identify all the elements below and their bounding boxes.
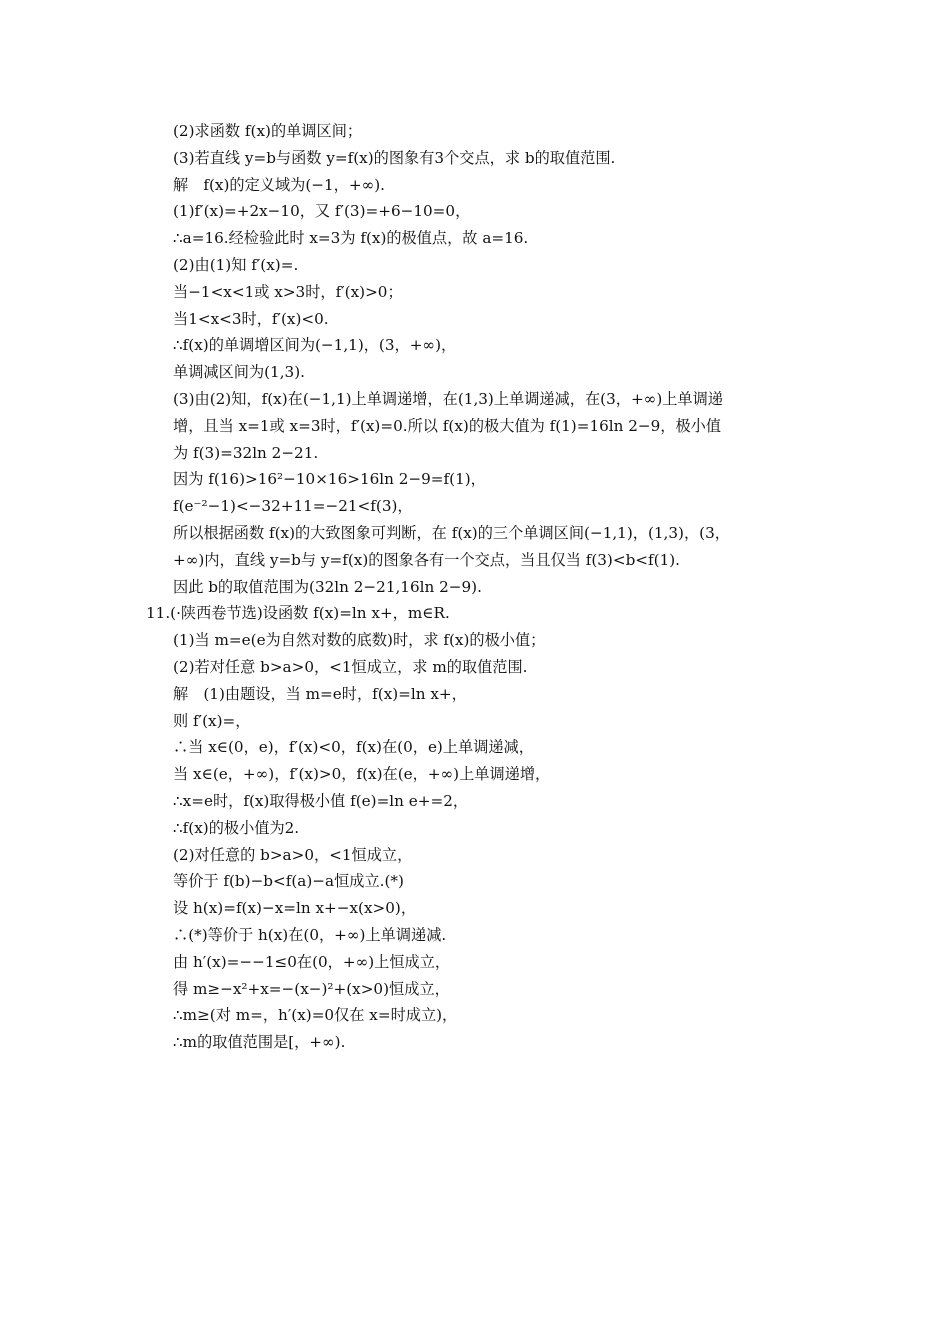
text-line: ∴当 x∈(0，e)，f′(x)<0，f(x)在(0，e)上单调递减， xyxy=(173,738,534,757)
text-line: 因此 b的取值范围为(32ln 2−21,16ln 2−9). xyxy=(173,577,482,596)
text-line: 为 f(3)=32ln 2−21. xyxy=(173,443,319,462)
text-line: f(e⁻²−1)<−32+11=−21<f(3)， xyxy=(173,497,413,516)
text-line: (1)当 m=e(e为自然对数的底数)时，求 f(x)的极小值； xyxy=(173,631,546,650)
text-line: 解 f(x)的定义域为(−1，+∞). xyxy=(173,175,385,194)
text-line: 所以根据函数 f(x)的大致图象可判断，在 f(x)的三个单调区间(−1,1)，(1,3)，(3， xyxy=(173,523,730,542)
text-line: ∴(*)等价于 h(x)在(0，+∞)上单调递减. xyxy=(173,925,447,944)
text-line: 设 h(x)=f(x)−x=ln x+−x(x>0)， xyxy=(173,899,417,918)
text-line: 增，且当 x=1或 x=3时，f′(x)=0.所以 f(x)的极大值为 f(1)=16ln 2−9，极小值 xyxy=(173,416,722,435)
text-line: (2)由(1)知 f′(x)=. xyxy=(173,255,299,274)
text-line: (3)若直线 y=b与函数 y=f(x)的图象有3个交点，求 b的取值范围. xyxy=(173,148,616,167)
text-line: 因为 f(16)>16²−10×16>16ln 2−9=f(1)， xyxy=(173,470,486,489)
text-line: 解 (1)由题设，当 m=e时，f(x)=ln x+， xyxy=(173,684,467,703)
text-line: ∴x=e时，f(x)取得极小值 f(e)=ln e+=2， xyxy=(173,791,469,810)
text-line: 得 m≥−x²+x=−(x−)²+(x>0)恒成立， xyxy=(173,979,450,998)
text-line: 由 h′(x)=−−1≤0在(0，+∞)上恒成立， xyxy=(173,952,451,971)
text-line: +∞)内，直线 y=b与 y=f(x)的图象各有一个交点，当且仅当 f(3)<b<f(1). xyxy=(173,550,680,569)
text-line: (2)若对任意 b>a>0，<1恒成立，求 m的取值范围. xyxy=(173,657,528,676)
text-line: 等价于 f(b)−b<f(a)−a恒成立.(*) xyxy=(173,872,404,891)
text-line: ∴f(x)的单调增区间为(−1,1)，(3，+∞)， xyxy=(173,336,457,355)
text-line: (1)f′(x)=+2x−10，又 f′(3)=+6−10=0， xyxy=(173,202,471,221)
text-line: ∴m≥(对 m=，h′(x)=0仅在 x=时成立)， xyxy=(173,1006,458,1025)
text-line: (2)对任意的 b>a>0，<1恒成立， xyxy=(173,845,413,864)
text-line: 当1<x<3时，f′(x)<0. xyxy=(173,309,329,328)
text-line: 单调减区间为(1,3). xyxy=(173,363,305,382)
text-line: (3)由(2)知，f(x)在(−1,1)上单调递增，在(1,3)上单调递减，在(3，+∞)上单调递 xyxy=(173,389,723,408)
text-line: ∴m的取值范围是[，+∞). xyxy=(173,1033,346,1052)
text-line: 当−1<x<1或 x>3时，f′(x)>0； xyxy=(173,282,403,301)
text-line: ∴a=16.经检验此时 x=3为 f(x)的极值点，故 a=16. xyxy=(173,229,529,248)
text-body xyxy=(0,118,950,1056)
text-line: 则 f′(x)=， xyxy=(173,711,251,730)
text-line: (2)求函数 f(x)的单调区间； xyxy=(173,122,363,140)
text-line: ∴f(x)的极小值为2. xyxy=(173,818,300,837)
text-line: 当 x∈(e，+∞)，f′(x)>0，f(x)在(e，+∞)上单调递增， xyxy=(173,765,551,784)
problem-heading-line: 11.(·陕西卷节选)设函数 f(x)=ln x+，m∈R. xyxy=(146,604,450,623)
